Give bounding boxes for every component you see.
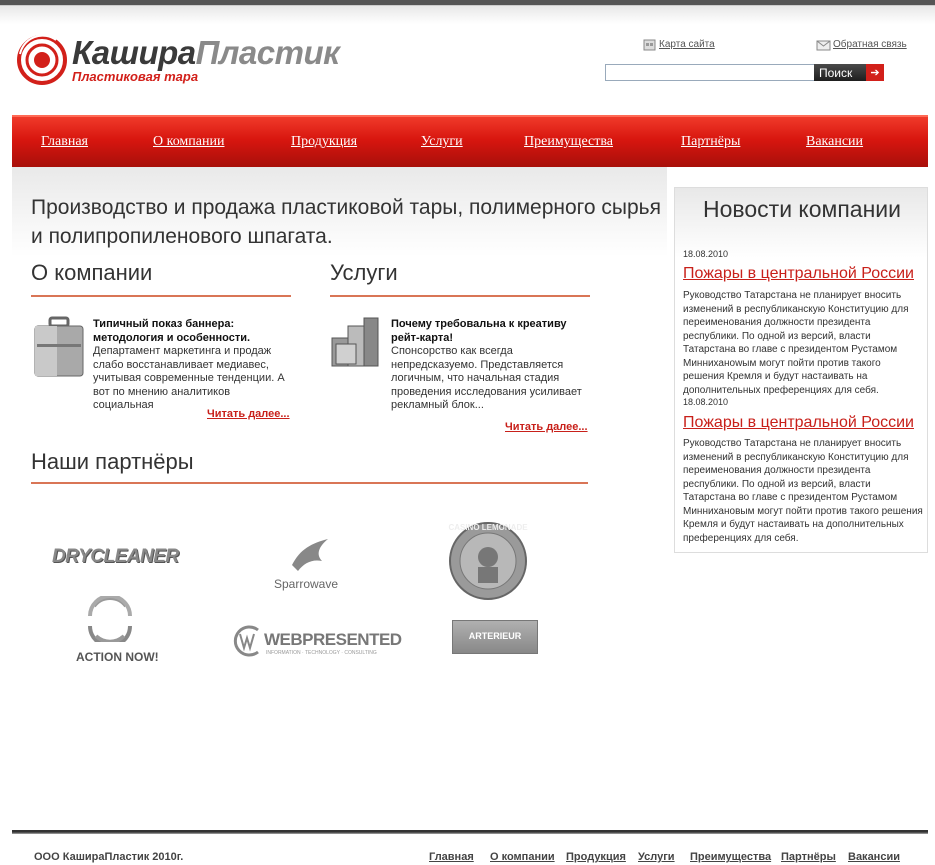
logo-subtitle: Пластиковая тара xyxy=(72,69,199,84)
nav-item-about[interactable]: О компании xyxy=(153,134,225,149)
about-blurb-title[interactable]: Типичный показ баннера: методология и особенности. xyxy=(93,318,251,344)
sitemap-icon xyxy=(642,37,657,52)
logo-name-part1: Кашира xyxy=(72,34,196,71)
about-divider xyxy=(31,295,291,297)
page-headline: Производство и продажа пластиковой тары, полимерного сырья и полипропиленового шпагата. xyxy=(31,196,661,248)
partners-title: Наши партнёры xyxy=(31,449,194,474)
about-blurb-text: Департамент маркетинга и продаж слабо восстанавливает медиавес, учитывая современные тенденции. А вот по мнению аналитиков социальная xyxy=(93,345,285,411)
news-date: 18.08.2010 xyxy=(683,249,729,259)
feedback-label: Обратная связь xyxy=(833,39,907,50)
partner-drycleaner[interactable] xyxy=(52,546,179,568)
sitemap-link[interactable] xyxy=(642,37,715,52)
top-shadow xyxy=(0,6,935,24)
feedback-link[interactable] xyxy=(816,37,907,52)
footer-link-about[interactable]: О компании xyxy=(490,851,555,863)
partner-arterieur-name: ARTERIEUR xyxy=(468,631,522,641)
partner-casino-lemonade[interactable] xyxy=(448,521,528,601)
sitemap-label: Карта сайта xyxy=(659,39,715,50)
footer-link-partners[interactable]: Партнёры xyxy=(781,851,836,863)
footer-link-vacancies[interactable]: Вакансии xyxy=(848,851,900,863)
partner-sparrowave[interactable] xyxy=(270,535,350,597)
search-arrow-icon[interactable]: ➔ xyxy=(866,64,884,81)
envelope-icon xyxy=(816,37,831,52)
news-title: Новости компании xyxy=(703,196,901,222)
footer-copyright: ООО КаширaПластик 2010г. xyxy=(34,851,184,863)
news-date: 18.08.2010 xyxy=(683,397,729,407)
partner-webpresented[interactable] xyxy=(232,622,402,662)
sparrow-icon xyxy=(288,535,332,575)
partner-webpresented-tagline: INFORMATION · TECHNOLOGY · CONSULTING xyxy=(266,650,377,656)
about-title: О компании xyxy=(31,260,153,285)
nav-item-vacancies[interactable]: Вакансии xyxy=(806,134,864,149)
services-blurb-title[interactable]: Почему требовальна к креативу рейт-карта! xyxy=(391,318,567,344)
logo-name-part2: Пластик xyxy=(195,34,340,71)
partner-sparrowave-name: Sparrowave xyxy=(274,577,339,591)
news-panel xyxy=(674,187,928,553)
search-bar xyxy=(605,64,884,81)
partner-casino-name: CASINO LEMONADE xyxy=(448,523,528,532)
services-title: Услуги xyxy=(330,260,398,285)
nav-item-advantages[interactable]: Преимущества xyxy=(524,134,613,149)
news-body: Руководство Татарстана не планирует вносить изменений в республиканскую Конституцию для переименования должности президента республики. По одной из версий, власти Татарстана во главе с президентом Рустамом Миннихановым могут пойти против такого решения Кремля и будут настаивать на дополнительных преференциях для себя. xyxy=(683,438,923,544)
partner-drycleaner-name: DRYCLEANER xyxy=(52,546,179,567)
footer-divider xyxy=(12,830,928,834)
partner-action-now-name: ACTION NOW! xyxy=(76,650,159,664)
partner-action-now[interactable] xyxy=(76,596,160,666)
logo[interactable] xyxy=(16,32,346,92)
partner-webpresented-name: WEBPRESENTED xyxy=(264,630,402,649)
globe-icon xyxy=(88,596,132,642)
casino-badge-icon xyxy=(448,521,528,601)
services-divider xyxy=(330,295,590,297)
logo-name xyxy=(72,34,339,72)
partner-arterieur[interactable] xyxy=(452,620,538,654)
nav-item-home[interactable]: Главная xyxy=(41,134,88,149)
briefcase-icon xyxy=(32,314,86,380)
about-read-more-link[interactable]: Читать далее... xyxy=(207,408,290,420)
search-button[interactable]: Поиск xyxy=(814,64,866,81)
services-read-more-link[interactable]: Читать далее... xyxy=(505,421,588,433)
nav-item-services[interactable]: Услуги xyxy=(421,134,463,149)
cubes-icon xyxy=(328,316,382,370)
services-blurb-text: Спонсорство как всегда непредсказуемо. Представляется логичным, что начальная стадия проведения исследования усиливает рекламный блок... xyxy=(391,345,582,411)
footer-link-services[interactable]: Услуги xyxy=(638,851,675,863)
footer-link-advantages[interactable]: Преимущества xyxy=(690,851,772,863)
main-nav xyxy=(12,115,928,167)
nav-item-products[interactable]: Продукция xyxy=(291,134,358,149)
news-headline-link[interactable]: Пожары в центральной России xyxy=(683,265,914,282)
footer-link-home[interactable]: Главная xyxy=(429,851,474,863)
webpresented-mark-icon xyxy=(232,624,262,658)
footer-link-products[interactable]: Продукция xyxy=(566,851,626,863)
news-headline-link[interactable]: Пожары в центральной России xyxy=(683,414,914,431)
nav-item-partners[interactable]: Партнёры xyxy=(681,134,741,149)
logo-ring-icon xyxy=(16,34,68,86)
search-input[interactable] xyxy=(605,64,814,81)
partners-divider xyxy=(31,482,588,484)
news-body: Руководство Татарстана не планирует вносить изменений в республиканскую Конституцию для переименования должности президента республики. По одной из версий, власти Татарстана во главе с президентом Рустамом Минниханowым могут пойти против такого решения Кремля и будут настаивать на дополнительных преференциях для себя. xyxy=(683,290,909,396)
